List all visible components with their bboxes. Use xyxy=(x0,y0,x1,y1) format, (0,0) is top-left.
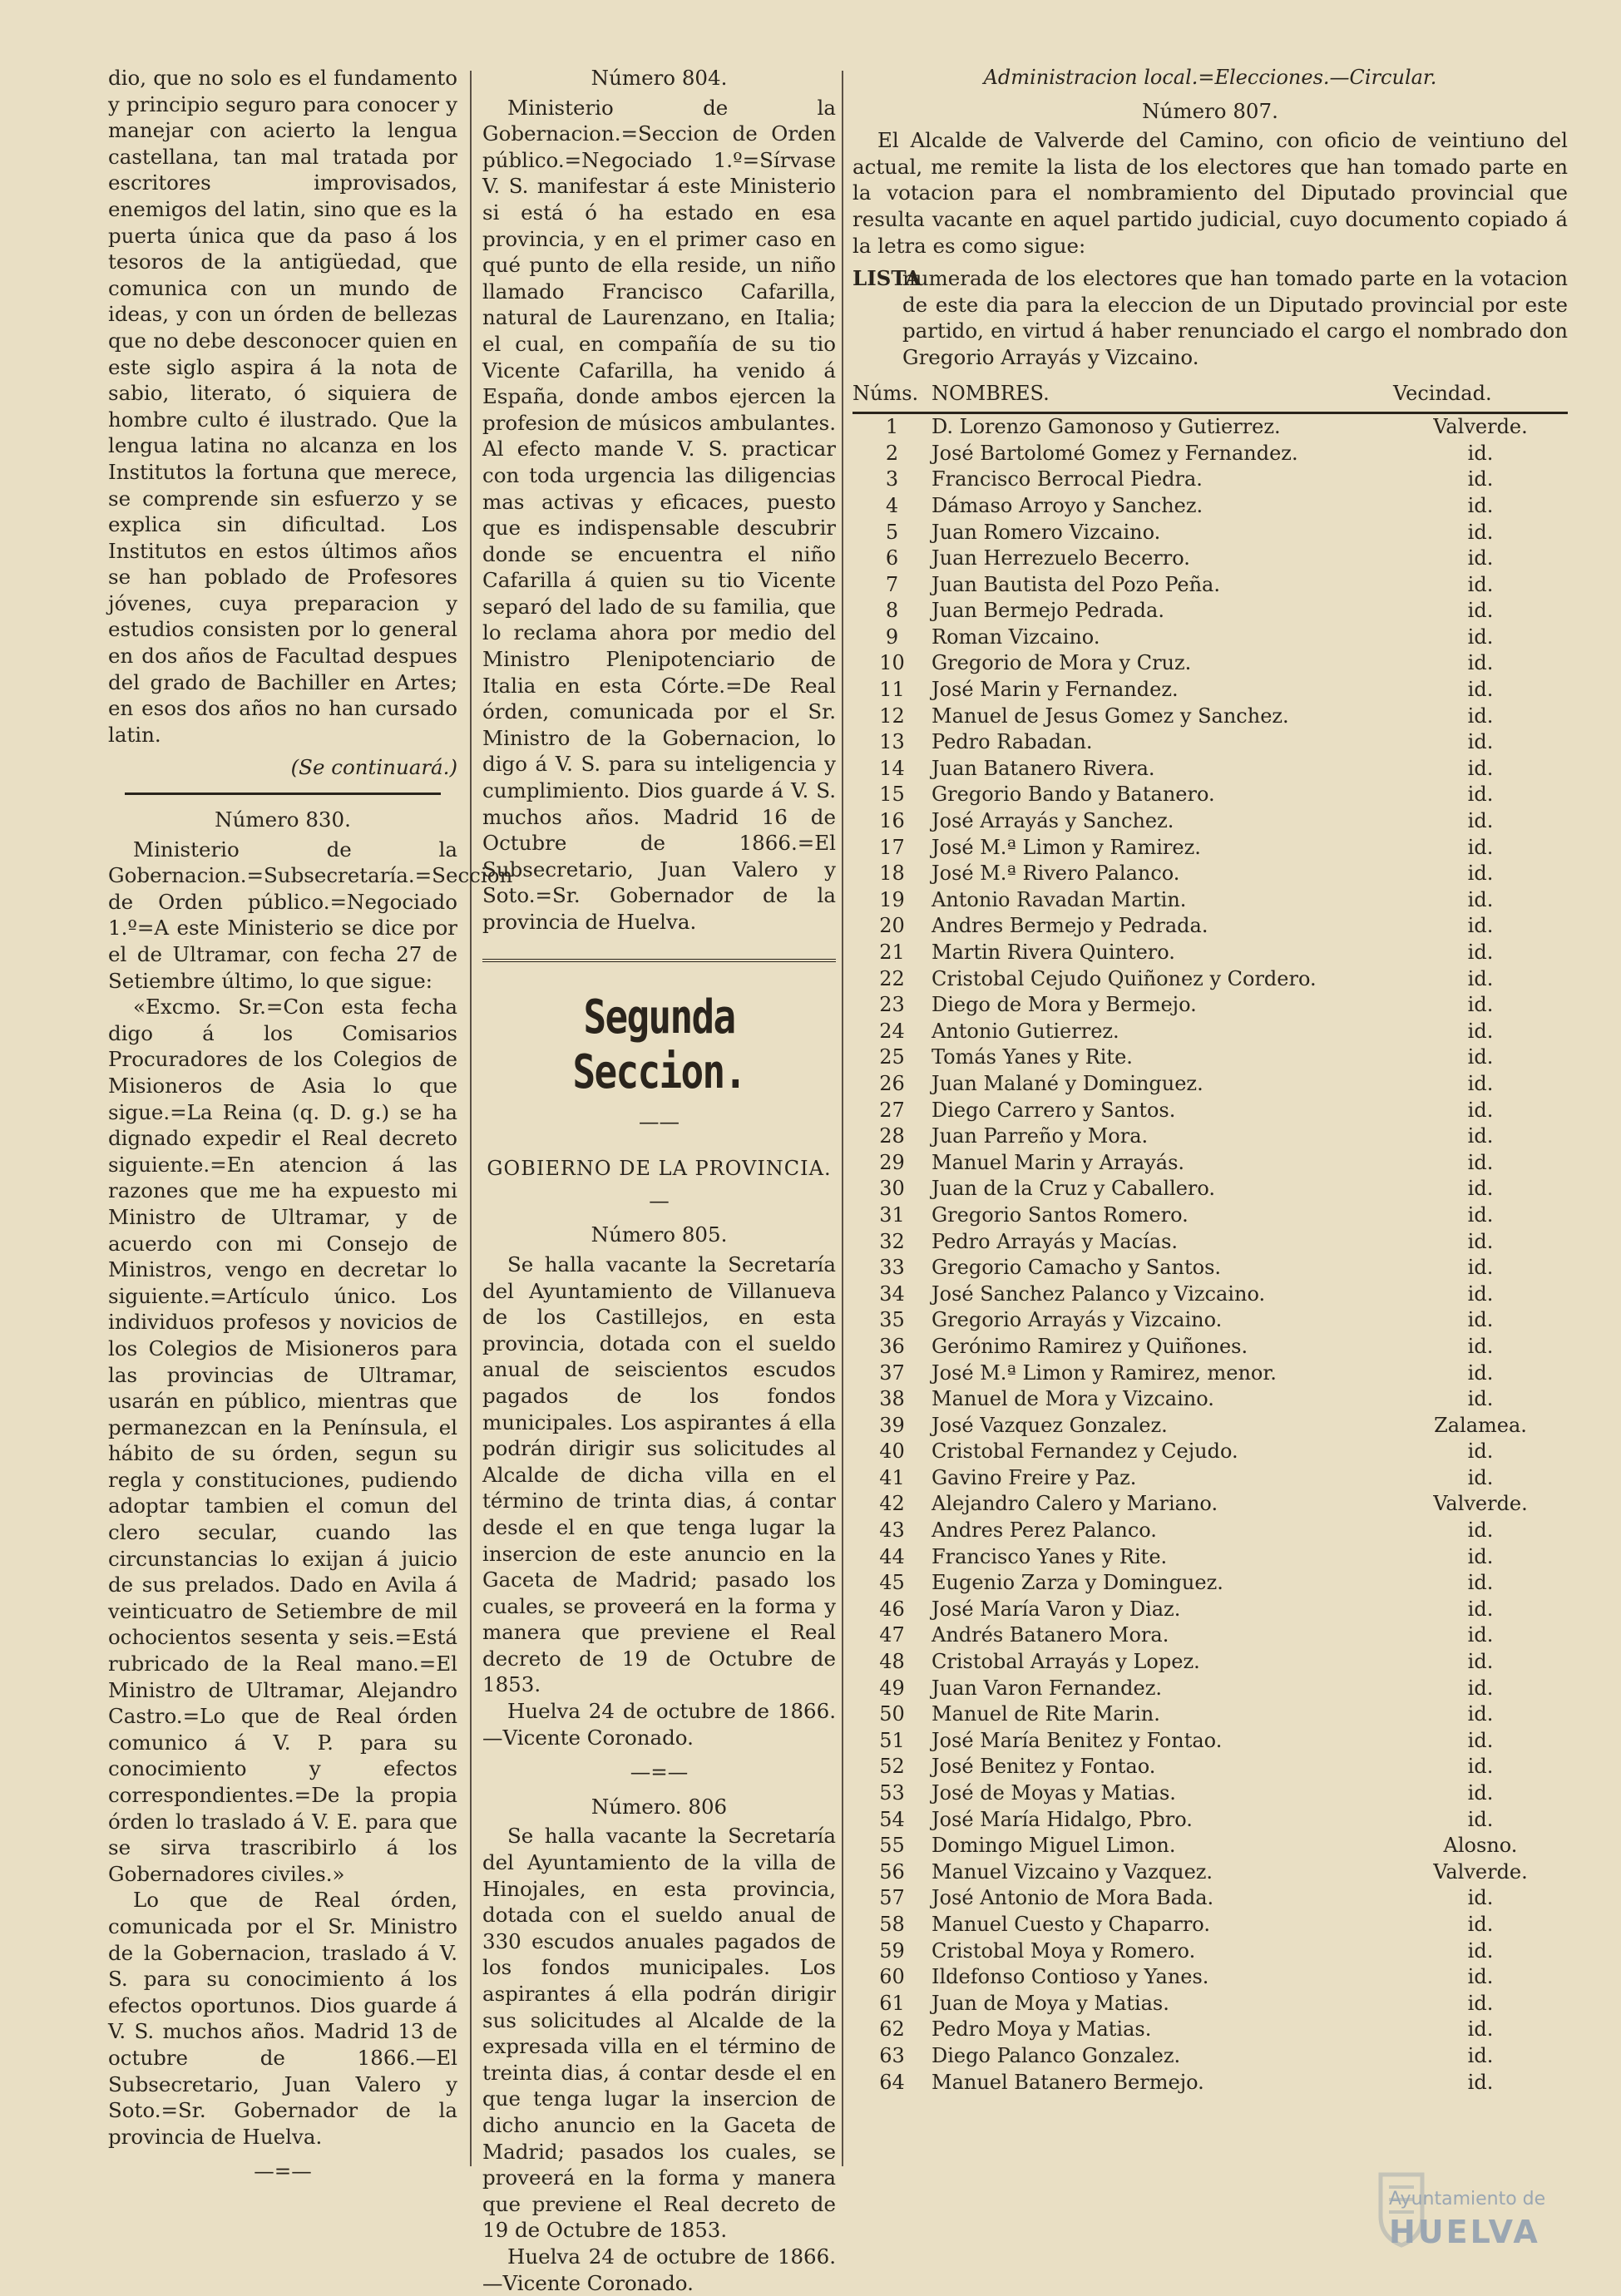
elector-number: 8 xyxy=(885,599,899,623)
elector-name: Diego Carrero y Santos. xyxy=(932,1098,1176,1122)
watermark-line1: Ayuntamiento de xyxy=(1389,2189,1546,2210)
elector-residence: Valverde. xyxy=(1433,1492,1528,1516)
elector-number: 36 xyxy=(879,1334,905,1358)
table-row xyxy=(853,887,1568,914)
elector-number: 46 xyxy=(879,1597,905,1621)
table-row xyxy=(853,729,1568,756)
elector-number: 47 xyxy=(879,1623,905,1647)
elector-name: José Benitez y Fontao. xyxy=(932,1755,1156,1779)
elector-residence: id. xyxy=(1467,651,1494,675)
table-row xyxy=(853,1255,1568,1281)
table-row xyxy=(853,1622,1568,1649)
elector-name: Cristobal Arrayás y Lopez. xyxy=(932,1650,1200,1674)
table-row xyxy=(853,598,1568,625)
article-title-805: Número 805. xyxy=(591,1222,728,1247)
elector-name: Juan Bautista del Pozo Peña. xyxy=(932,572,1220,596)
elector-number: 57 xyxy=(879,1886,905,1910)
table-body xyxy=(853,413,1568,2096)
table-row xyxy=(853,1807,1568,1834)
elector-number: 23 xyxy=(879,993,905,1017)
table-row xyxy=(853,861,1568,887)
elector-number: 33 xyxy=(879,1256,905,1280)
article-830-decree: «Excmo. Sr.=Con esta fecha digo á los Comisarios Procuradores de los Colegios de Misioneros de Asia lo que sigue.=La Reina (q. D. g.) se ha dignado expedir el Real decreto siguiente.=En atencion á las razones que me ha expuesto mi Ministro de Ultramar, y de acuerdo con mi Consejo de Ministros, vengo en decretar lo siguiente.=Artículo único. Los individuos profesos y novicios de los Colegios de Misioneros para las provincias de Ultramar, usarán en público, mientras que permanezcan en la Península, el hábito de su órden, segun su regla y constituciones, pudiendo adoptar tambien el comun del clero secular, cuando las circunstancias lo exijan á juicio de sus prelados. Dado en Avila á veinticuatro de Setiembre de mil ochocientos sesenta y seis.=Está rubricado de la Real mano.=El Ministro de Ultramar, Alejandro Castro.=Lo que de Real órden comunico á V. P. para su conocimiento y efectos correspondientes.=De la propia órden lo traslado á V. E. para que se sirva trascribirlo á los Gobernadores civiles.» xyxy=(108,995,457,1886)
elector-name: Andres Bermejo y Pedrada. xyxy=(932,914,1208,938)
elector-name: Martin Rivera Quintero. xyxy=(932,941,1175,964)
article-807-body: El Alcalde de Valverde del Camino, con oficio de veintiuno del actual, me remite la lista de los electores que han tomado parte en la votacion para el nombramiento del Diputado provincial que resulta vacante en aquel partido judicial, cuyo documento copiado á la letra es como sigue: xyxy=(853,128,1568,258)
elector-residence: Valverde. xyxy=(1433,415,1528,439)
article-806-signature: Huelva 24 de octubre de 1866.—Vicente Coronado. xyxy=(482,2244,836,2295)
elector-name: José María Hidalgo, Pbro. xyxy=(932,1807,1193,1831)
elector-residence: id. xyxy=(1467,1202,1494,1227)
table-row xyxy=(853,1019,1568,1045)
section-heading: Segunda Seccion. xyxy=(572,990,746,1099)
table-row xyxy=(853,1413,1568,1439)
elector-name: José María Benitez y Fontao. xyxy=(932,1728,1223,1752)
elector-residence: id. xyxy=(1467,467,1494,491)
elector-name: Domingo Miguel Limon. xyxy=(932,1834,1176,1858)
elector-number: 7 xyxy=(885,572,899,596)
table-row xyxy=(853,1098,1568,1124)
elector-residence: Valverde. xyxy=(1433,1859,1528,1884)
elector-number: 63 xyxy=(879,2043,905,2067)
elector-residence: id. xyxy=(1467,520,1494,544)
elector-residence: Alosno. xyxy=(1443,1834,1518,1858)
list-heading xyxy=(853,265,1568,370)
elector-residence: id. xyxy=(1467,1229,1494,1253)
elector-number: 11 xyxy=(879,678,905,702)
elector-name: José M.ª Limon y Ramirez, menor. xyxy=(932,1360,1277,1385)
table-row xyxy=(853,1676,1568,1702)
elector-residence: id. xyxy=(1467,835,1494,859)
elector-name: Pedro Arrayás y Macías. xyxy=(932,1229,1179,1253)
article-804-body: Ministerio de la Gobernacion.=Seccion de Orden público.=Negociado 1.º=Sírvase V. S. manifestar á este Ministerio si está ó ha estado en esa provincia, y en el primer caso en qué punto de ella reside, un niño llamado Francisco Cafarilla, natural de Laurenzano, en Italia; el cual, en compañía de su tio Vicente Cafarilla, ha venido á España, donde ambos ejercen la profesion de músicos ambulantes. Al efecto mande V. S. practicar con toda urgencia las diligencias mas activas y eficaces, puesto que es indispensable descubrir donde se encuentra el niño Cafarilla á quien su tio Vicente separó del lado de su familia, que lo reclama ahora por medio del Ministro Plenipotenciario de Italia en esta Córte.=De Real órden, comunicada por el Sr. Ministro de la Gobernacion, lo digo á V. S. para su inteligencia y cumplimiento. Dios guarde á V. S. muchos años. Madrid 16 de Octubre de 1866.=El Subsecretario, Juan Valero y Soto.=Sr. Gobernador de la provincia de Huelva. xyxy=(482,95,836,934)
table-row xyxy=(853,1044,1568,1071)
elector-residence: id. xyxy=(1467,1177,1494,1201)
elector-number: 3 xyxy=(885,467,899,491)
elector-name: José Vazquez Gonzalez. xyxy=(932,1413,1168,1437)
elector-number: 34 xyxy=(879,1281,905,1306)
elector-number: 58 xyxy=(879,1912,905,1936)
header-names: NOMBRES. xyxy=(932,379,1393,413)
separator: —=— xyxy=(630,1760,689,1785)
elector-number: 13 xyxy=(879,730,905,754)
elector-residence: id. xyxy=(1467,2070,1494,2094)
elector-residence: id. xyxy=(1467,1650,1494,1674)
elector-residence: id. xyxy=(1467,572,1494,596)
elector-name: Francisco Berrocal Piedra. xyxy=(932,467,1203,491)
elector-residence: id. xyxy=(1467,1781,1494,1805)
elector-number: 19 xyxy=(879,887,905,911)
article-830-intro: Ministerio de la Gobernacion.=Subsecretaría.=Seccion de Orden público.=Negociado 1.º=A este Ministerio se dice por el de Ultramar, con fecha 27 de Setiembre último, lo que sigue: xyxy=(108,837,513,993)
elector-name: José Sanchez Palanco y Vizcaino. xyxy=(932,1281,1266,1306)
elector-number: 45 xyxy=(879,1571,905,1595)
table-row xyxy=(853,835,1568,862)
table-row xyxy=(853,704,1568,730)
table-row xyxy=(853,572,1568,599)
elector-name: Cristobal Cejudo Quiñonez y Cordero. xyxy=(932,966,1317,990)
elector-residence: id. xyxy=(1467,1571,1494,1595)
elector-name: Pedro Moya y Matias. xyxy=(932,2017,1152,2042)
elector-name: Eugenio Zarza y Dominguez. xyxy=(932,1571,1223,1595)
elector-name: Manuel de Jesus Gomez y Sanchez. xyxy=(932,704,1289,728)
elector-residence: id. xyxy=(1467,1807,1494,1831)
elector-number: 44 xyxy=(879,1544,905,1568)
elector-number: 37 xyxy=(879,1360,905,1385)
table-row xyxy=(853,992,1568,1019)
elector-name: Gregorio Santos Romero. xyxy=(932,1202,1189,1227)
elector-number: 52 xyxy=(879,1755,905,1779)
elector-number: 27 xyxy=(879,1098,905,1122)
table-row xyxy=(853,2017,1568,2043)
elector-name: Manuel Cuesto y Chaparro. xyxy=(932,1912,1210,1936)
elector-name: Juan de la Cruz y Caballero. xyxy=(932,1177,1216,1201)
elector-residence: id. xyxy=(1467,1360,1494,1385)
elector-residence: id. xyxy=(1467,678,1494,702)
elector-number: 25 xyxy=(879,1045,905,1069)
table-row xyxy=(853,1123,1568,1150)
elector-residence: id. xyxy=(1467,1702,1494,1726)
elector-residence: id. xyxy=(1467,1518,1494,1543)
elector-residence: id. xyxy=(1467,1098,1494,1122)
elector-name: Juan de Moya y Matias. xyxy=(932,1991,1169,2015)
table-row xyxy=(853,441,1568,467)
table-row xyxy=(853,1202,1568,1229)
table-row xyxy=(853,1360,1568,1387)
elector-name: Juan Malané y Dominguez. xyxy=(932,1071,1203,1095)
elector-residence: id. xyxy=(1467,1150,1494,1174)
table-row xyxy=(853,808,1568,835)
elector-residence: id. xyxy=(1467,1308,1494,1332)
table-row xyxy=(853,1754,1568,1780)
table-row xyxy=(853,1334,1568,1360)
elector-number: 48 xyxy=(879,1650,905,1674)
table-row xyxy=(853,1649,1568,1676)
table-row xyxy=(853,1859,1568,1886)
elector-number: 12 xyxy=(879,704,905,728)
elector-name: Tomás Yanes y Rite. xyxy=(932,1045,1133,1069)
elector-name: Dámaso Arroyo y Sanchez. xyxy=(932,493,1203,517)
elector-residence: id. xyxy=(1467,1755,1494,1779)
elector-name: Manuel Vizcaino y Vazquez. xyxy=(932,1859,1213,1884)
article-title-807: Número 807. xyxy=(1142,98,1278,123)
table-row xyxy=(853,940,1568,966)
table-row xyxy=(853,625,1568,651)
elector-number: 56 xyxy=(879,1859,905,1884)
elector-number: 60 xyxy=(879,1965,905,1989)
elector-name: Juan Batanero Rivera. xyxy=(932,756,1155,780)
elector-name: Diego de Mora y Bermejo. xyxy=(932,993,1197,1017)
elector-residence: id. xyxy=(1467,756,1494,780)
elector-number: 5 xyxy=(885,520,899,544)
table-row xyxy=(853,1229,1568,1256)
table-row xyxy=(853,1465,1568,1492)
elector-residence: id. xyxy=(1467,1912,1494,1936)
list-description: numerada de los electores que han tomado parte en la votacion de este dia para la eleccion de un Diputado provincial por este partido, en virtud á haber renunciado el cargo el nombrado don Gregorio Arrayás y Vizcaino. xyxy=(902,266,1568,369)
elector-residence: id. xyxy=(1467,1019,1494,1043)
elector-number: 20 xyxy=(879,914,905,938)
elector-name: Alejandro Calero y Mariano. xyxy=(932,1492,1218,1516)
elector-residence: id. xyxy=(1467,1938,1494,1963)
table-row xyxy=(853,1544,1568,1571)
elector-number: 6 xyxy=(885,546,899,570)
table-row xyxy=(853,1964,1568,1991)
elector-number: 39 xyxy=(879,1413,905,1437)
electors-table xyxy=(853,379,1568,2096)
elector-residence: id. xyxy=(1467,1071,1494,1095)
article-title-804: Número 804. xyxy=(591,66,728,90)
elector-name: Gregorio Camacho y Santos. xyxy=(932,1256,1222,1280)
elector-residence: id. xyxy=(1467,599,1494,623)
elector-name: Pedro Rabadan. xyxy=(932,730,1093,754)
elector-number: 1 xyxy=(885,415,899,439)
elector-residence: id. xyxy=(1467,1991,1494,2015)
table-row xyxy=(853,1728,1568,1755)
elector-number: 35 xyxy=(879,1308,905,1332)
elector-number: 38 xyxy=(879,1387,905,1411)
elector-name: José de Moyas y Matias. xyxy=(932,1781,1176,1805)
elector-number: 28 xyxy=(879,1124,905,1148)
elector-number: 18 xyxy=(879,862,905,886)
table-row xyxy=(853,1701,1568,1728)
elector-number: 51 xyxy=(879,1728,905,1752)
elector-number: 14 xyxy=(879,756,905,780)
table-row xyxy=(853,756,1568,783)
elector-name: Manuel Marin y Arrayás. xyxy=(932,1150,1185,1174)
elector-number: 29 xyxy=(879,1150,905,1174)
elector-name: Diego Palanco Gonzalez. xyxy=(932,2043,1181,2067)
elector-residence: id. xyxy=(1467,1676,1494,1700)
elector-name: Francisco Yanes y Rite. xyxy=(932,1544,1168,1568)
elector-name: Manuel de Mora y Vizcaino. xyxy=(932,1387,1214,1411)
subsection-heading: GOBIERNO DE LA PROVINCIA. xyxy=(487,1157,832,1181)
table-row xyxy=(853,782,1568,808)
elector-number: 16 xyxy=(879,809,905,833)
column-3 xyxy=(853,65,1568,2096)
column-1 xyxy=(108,65,513,2193)
elector-residence: id. xyxy=(1467,966,1494,990)
column-2 xyxy=(482,65,836,2296)
table-header-row xyxy=(853,379,1568,413)
article-805-signature: Huelva 24 de octubre de 1866.—Vicente Coronado. xyxy=(482,1699,836,1750)
elector-name: Cristobal Moya y Romero. xyxy=(932,1938,1196,1963)
elector-number: 54 xyxy=(879,1807,905,1831)
elector-number: 50 xyxy=(879,1702,905,1726)
table-row xyxy=(853,1597,1568,1623)
table-row xyxy=(853,546,1568,572)
table-row xyxy=(853,1491,1568,1518)
elector-number: 59 xyxy=(879,1938,905,1963)
elector-number: 9 xyxy=(885,625,899,649)
elector-residence: id. xyxy=(1467,1886,1494,1910)
elector-number: 26 xyxy=(879,1071,905,1095)
elector-number: 32 xyxy=(879,1229,905,1253)
divider xyxy=(125,792,441,795)
elector-residence: id. xyxy=(1467,914,1494,938)
elector-number: 61 xyxy=(879,1991,905,2015)
table-row xyxy=(853,1176,1568,1202)
elector-number: 40 xyxy=(879,1439,905,1464)
elector-number: 41 xyxy=(879,1465,905,1489)
elector-residence: id. xyxy=(1467,493,1494,517)
elector-residence: id. xyxy=(1467,1045,1494,1069)
elector-name: Gavino Freire y Paz. xyxy=(932,1465,1137,1489)
elector-number: 43 xyxy=(879,1518,905,1543)
elector-residence: id. xyxy=(1467,1124,1494,1148)
elector-number: 22 xyxy=(879,966,905,990)
elector-number: 64 xyxy=(879,2070,905,2094)
elector-name: Juan Romero Vizcaino. xyxy=(932,520,1161,544)
elector-residence: id. xyxy=(1467,1256,1494,1280)
elector-name: Ildefonso Contioso y Yanes. xyxy=(932,1965,1209,1989)
column-rule xyxy=(842,71,843,2166)
elector-name: Juan Herrezuelo Becerro. xyxy=(932,546,1190,570)
elector-residence: id. xyxy=(1467,1439,1494,1464)
elector-name: Juan Bermejo Pedrada. xyxy=(932,599,1164,623)
table-row xyxy=(853,2043,1568,2070)
table-row xyxy=(853,467,1568,493)
elector-number: 42 xyxy=(879,1492,905,1516)
elector-name: Gregorio Bando y Batanero. xyxy=(932,783,1215,807)
elector-name: Manuel Batanero Bermejo. xyxy=(932,2070,1204,2094)
elector-number: 17 xyxy=(879,835,905,859)
elector-name: Roman Vizcaino. xyxy=(932,625,1100,649)
elector-number: 62 xyxy=(879,2017,905,2042)
elector-residence: id. xyxy=(1467,993,1494,1017)
elector-residence: id. xyxy=(1467,704,1494,728)
table-row xyxy=(853,1307,1568,1334)
elector-number: 4 xyxy=(885,493,899,517)
article-830-closing: Lo que de Real órden, comunicada por el Sr. Ministro de la Gobernacion, traslado á V. S. para su conocimiento á los efectos oportunos. Dios guarde á V. S. muchos años. Madrid 13 de octubre de 1866.—El Subsecretario, Juan Valero y Soto.=Sr. Gobernador de la provincia de Huelva. xyxy=(108,1888,457,2149)
elector-residence: id. xyxy=(1467,1597,1494,1621)
table-row xyxy=(853,1439,1568,1465)
article-805-body: Se halla vacante la Secretaría del Ayuntamiento de Villanueva de los Castillejos, en esta provincia, dotada con el sueldo anual de seiscientos escudos pagados de los fondos municipales. Los aspirantes á ella podrán dirigir sus solicitudes al Alcalde de dicha villa en el término de trinta dias, á contar desde el en que tenga lugar la insercion de este anuncio en la Gaceta de Madrid; pasado los cuales, se proveerá en la forma y manera que previene el Real decreto de 19 de Octubre de 1853. xyxy=(482,1252,836,1697)
table-row xyxy=(853,1780,1568,1807)
elector-name: Antonio Ravadan Martin. xyxy=(932,887,1187,911)
elector-number: 21 xyxy=(879,941,905,964)
elector-residence: id. xyxy=(1467,441,1494,465)
elector-residence: id. xyxy=(1467,941,1494,964)
elector-number: 55 xyxy=(879,1834,905,1858)
table-row xyxy=(853,1885,1568,1912)
elector-residence: id. xyxy=(1467,809,1494,833)
table-row xyxy=(853,650,1568,677)
elector-name: Manuel de Rite Marin. xyxy=(932,1702,1160,1726)
elector-number: 24 xyxy=(879,1019,905,1043)
elector-number: 2 xyxy=(885,441,899,465)
elector-name: Andres Perez Palanco. xyxy=(932,1518,1157,1543)
elector-number: 10 xyxy=(879,651,905,675)
table-row xyxy=(853,493,1568,520)
elector-residence: id. xyxy=(1467,2017,1494,2042)
elector-residence: id. xyxy=(1467,1334,1494,1358)
elector-residence: id. xyxy=(1467,783,1494,807)
elector-residence: Zalamea. xyxy=(1434,1413,1527,1437)
elector-residence: id. xyxy=(1467,1728,1494,1752)
ornament-rule: — xyxy=(649,1188,670,1212)
table-row xyxy=(853,1386,1568,1413)
elector-name: José M.ª Rivero Palanco. xyxy=(932,862,1180,886)
continued-paragraph: dio, que no solo es el fundamento y principio seguro para conocer y manejar con acierto la lengua castellana, tan mal tratada por escritores improvisados, enemigos del latin, sino que es la puerta única que da paso á los tesoros de la antigüedad, que comunica con un mundo de ideas, y con un órden de bellezas que no debe desconocer quien en este siglo aspira á la nota de sabio, literato, ó siquiera de hombre culto é ilustrado. Que la lengua latina no alcanza en los Institutos la fortuna que merece, se comprende sin esfuerzo y se explica sin dificultad. Los Institutos en estos últimos años se han poblado de Profesores jóvenes, cuya preparacion y estudios consisten por lo general en dos años de Facultad despues del grado de Bachiller en Artes; en esos dos años no han cursado latin. xyxy=(108,66,457,747)
elector-name: Gerónimo Ramirez y Quiñones. xyxy=(932,1334,1248,1358)
ornament-rule: —— xyxy=(639,1108,680,1133)
list-keyword: LISTA xyxy=(853,266,922,291)
elector-number: 15 xyxy=(879,783,905,807)
elector-number: 31 xyxy=(879,1202,905,1227)
table-row xyxy=(853,1833,1568,1859)
elector-number: 53 xyxy=(879,1781,905,1805)
table-row xyxy=(853,1518,1568,1544)
elector-name: Gregorio de Mora y Cruz. xyxy=(932,651,1192,675)
table-row xyxy=(853,1071,1568,1098)
article-title-806: Número. 806 xyxy=(591,1794,728,1819)
table-row xyxy=(853,1912,1568,1938)
table-row xyxy=(853,966,1568,993)
elector-residence: id. xyxy=(1467,1387,1494,1411)
elector-name: José Marin y Fernandez. xyxy=(932,678,1179,702)
table-row xyxy=(853,913,1568,940)
elector-name: Andrés Batanero Mora. xyxy=(932,1623,1169,1647)
section-header: Administracion local.=Elecciones.—Circular. xyxy=(983,66,1437,89)
table-row xyxy=(853,520,1568,546)
elector-residence: id. xyxy=(1467,1623,1494,1647)
elector-residence: id. xyxy=(1467,862,1494,886)
elector-name: José Antonio de Mora Bada. xyxy=(932,1886,1214,1910)
elector-residence: id. xyxy=(1467,1281,1494,1306)
elector-residence: id. xyxy=(1467,2043,1494,2067)
section-divider xyxy=(482,959,836,962)
elector-name: Juan Parreño y Mora. xyxy=(932,1124,1149,1148)
header-residence: Vecindad. xyxy=(1393,379,1568,413)
table-row xyxy=(853,1570,1568,1597)
elector-name: José M.ª Limon y Ramirez. xyxy=(932,835,1201,859)
table-row xyxy=(853,677,1568,704)
elector-number: 49 xyxy=(879,1676,905,1700)
table-row xyxy=(853,1991,1568,2017)
elector-name: Antonio Gutierrez. xyxy=(932,1019,1119,1043)
column-rule xyxy=(470,71,472,2166)
article-806-body: Se halla vacante la Secretaría del Ayuntamiento de la villa de Hinojales, en esta provincia, dotada con el sueldo anual de 330 escudos anuales pagados de los fondos municipales. Los aspirantes á ella podrán dirigir sus solicitudes al Alcalde de la expresada villa en el término de treinta dias, á contar desde el en que tenga lugar la insercion de dicho anuncio en la Gaceta de Madrid; pasados los cuales, se proveerá en la forma y manera que previene el Real decreto de 19 de Octubre de 1853. xyxy=(482,1824,836,2243)
article-title-830: Número 830. xyxy=(215,807,351,832)
elector-residence: id. xyxy=(1467,887,1494,911)
table-row xyxy=(853,413,1568,441)
elector-residence: id. xyxy=(1467,625,1494,649)
header-numbers: Núms. xyxy=(853,379,932,413)
elector-residence: id. xyxy=(1467,546,1494,570)
table-row xyxy=(853,1150,1568,1177)
elector-name: Juan Varon Fernandez. xyxy=(932,1676,1162,1700)
table-row xyxy=(853,1938,1568,1965)
elector-name: José Bartolomé Gomez y Fernandez. xyxy=(932,441,1298,465)
table-row xyxy=(853,2070,1568,2096)
elector-residence: id. xyxy=(1467,1465,1494,1489)
elector-residence: id. xyxy=(1467,730,1494,754)
elector-name: D. Lorenzo Gamonoso y Gutierrez. xyxy=(932,415,1281,439)
elector-name: Gregorio Arrayás y Vizcaino. xyxy=(932,1308,1223,1332)
elector-number: 30 xyxy=(879,1177,905,1201)
elector-residence: id. xyxy=(1467,1965,1494,1989)
elector-name: Cristobal Fernandez y Cejudo. xyxy=(932,1439,1238,1464)
elector-name: José María Varon y Diaz. xyxy=(932,1597,1181,1621)
separator: —=— xyxy=(254,2159,312,2184)
elector-residence: id. xyxy=(1467,1544,1494,1568)
watermark-line2: HUELVA xyxy=(1389,2214,1540,2250)
elector-name: José Arrayás y Sanchez. xyxy=(932,809,1174,833)
continued-note: (Se continuará.) xyxy=(290,755,457,780)
table-row xyxy=(853,1281,1568,1308)
